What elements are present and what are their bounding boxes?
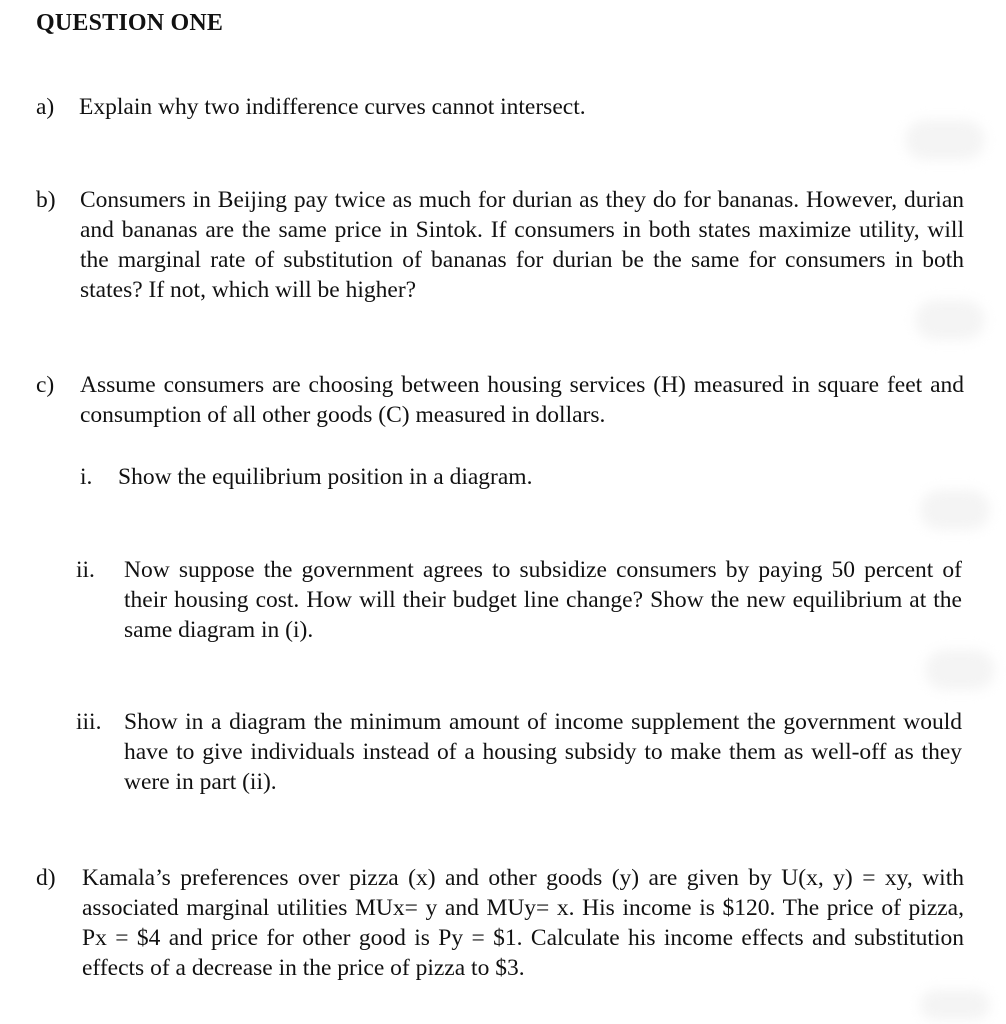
- scan-smudge: [925, 650, 995, 690]
- subpart-text: Now suppose the government agrees to subsidize consumers by paying 50 percent of their housing cost. How will their budget line change? Show the new equilibrium at the same diagram in (i).: [124, 557, 962, 643]
- page-title: QUESTION ONE: [36, 10, 224, 36]
- question-text: Consumers in Beijing pay twice as much for durian as they do for bananas. However, durian and bananas are the same price in Sintok. If consumers in both states maximize utility, will the marginal rate of substitution of bananas for durian be the same for consumers in both states? If not, which will be higher?: [80, 187, 964, 303]
- subpart-label: ii.: [76, 557, 95, 583]
- question-text: Assume consumers are choosing between housing services (H) measured in square feet and consumption of all other goods (C) measured in dollars.: [80, 372, 964, 428]
- subpart-text: Show in a diagram the minimum amount of income supplement the government would have to give individuals instead of a housing subsidy to make them as well-off as they were in part (ii).: [124, 709, 962, 795]
- subpart-text: Show the equilibrium position in a diagram.: [118, 464, 533, 490]
- question-text: Explain why two indifference curves cannot intersect.: [79, 94, 586, 120]
- subpart-label: i.: [80, 464, 93, 490]
- scan-smudge: [920, 490, 990, 530]
- question-label: c): [36, 372, 55, 398]
- question-label: d): [36, 865, 56, 891]
- scan-smudge: [920, 990, 990, 1020]
- question-label: b): [36, 187, 56, 213]
- scan-smudge: [915, 300, 985, 340]
- question-text: Kamala’s preferences over pizza (x) and other goods (y) are given by U(x, y) = xy, with associated marginal utilities MUx= y and MUy= x. His income is $120. The price of pizza, Px = $4 and price for other good is Py = $1. Calculate his income effects and substitution effects of a decrease in the price of pizza to $3.: [82, 865, 964, 981]
- scan-smudge: [905, 120, 985, 160]
- subpart-label: iii.: [76, 709, 102, 735]
- question-label: a): [36, 94, 55, 120]
